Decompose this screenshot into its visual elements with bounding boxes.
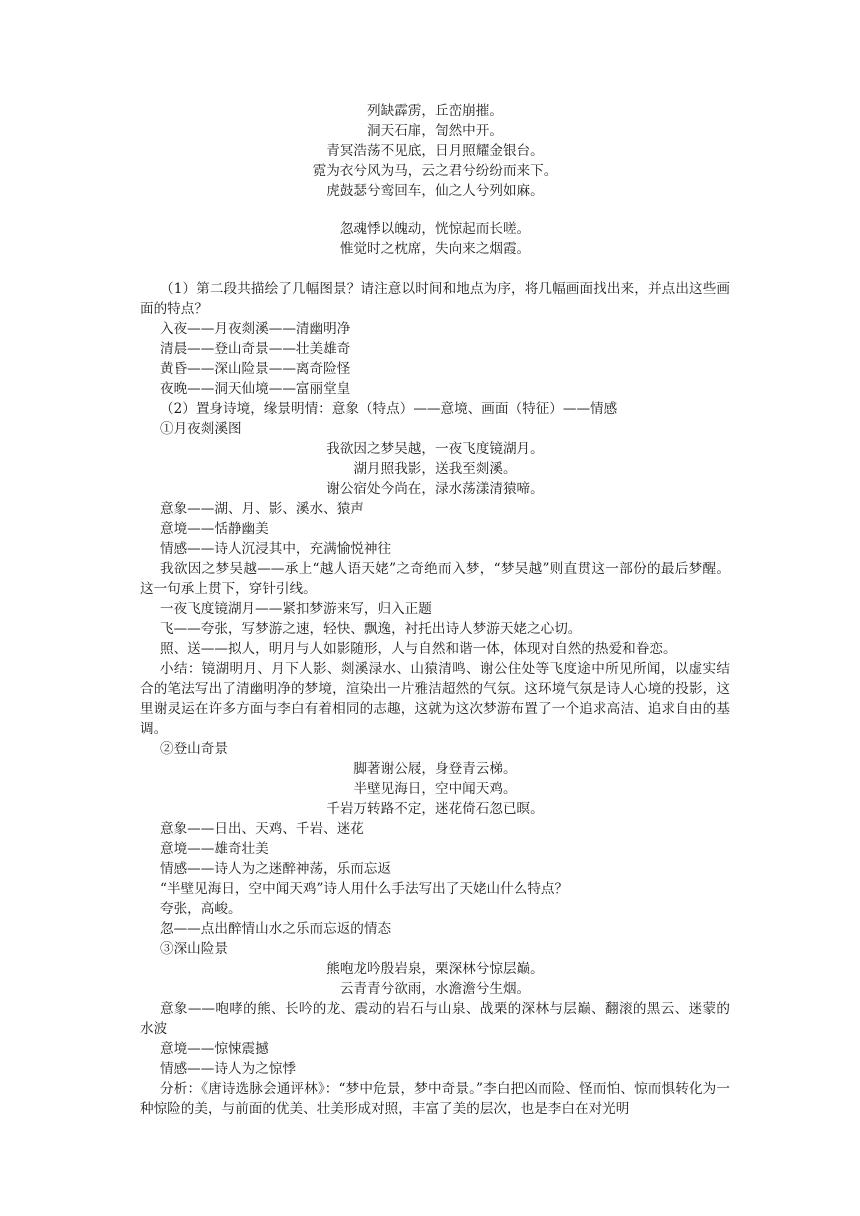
summary-paragraph: 小结：镜湖明月、月下人影、剡溪渌水、山猿清鸣、谢公住处等飞度途中所见所闻，以虚实结合的笔法写出了清幽明净的梦境，渲染出一片雅洁超然的气氛。这环境气氛是诗人心境的投影，这里谢灵运在许多方面与李白有着相同的志趣，这就为这次梦游布置了一个追求高洁、追求自由的基调。 (140, 661, 730, 737)
poem-line: 列缺霹雳，丘峦崩摧。 (367, 103, 503, 119)
answer-line: 夜晚——洞天仙境——富丽堂皇 (160, 381, 351, 397)
note-line: 忽——点出醉情山水之乐而忘返的情态 (160, 921, 392, 937)
paragraph: 照、送——拟人，明月与人如影随形，人与自然和谐一体，体现对自然的热爱和眷恋。 (160, 641, 677, 657)
section-heading: ②登山奇景 (160, 741, 228, 757)
paragraph: 一夜飞度镜湖月——紧扣梦游来写，归入正题 (160, 601, 432, 617)
question-1: （1）第二段共描绘了几幅图景？请注意以时间和地点为序，将几幅画面找出来，并点出这些画面的特点？ (140, 281, 730, 317)
poem-line: 惟觉时之枕席，失向来之烟霞。 (339, 241, 531, 257)
poem-line: 千岩万转路不定，迷花倚石忽已暝。 (326, 801, 544, 817)
poem-line: 虎鼓瑟兮鸾回车，仙之人兮列如麻。 (326, 183, 544, 199)
analysis-line: 意境——惊悚震撼 (160, 1041, 269, 1057)
answer-line: 黄昏——深山险景——离奇险怪 (160, 361, 351, 377)
analysis-line: 情感——诗人为之迷醉神荡，乐而忘返 (160, 861, 392, 877)
analysis-line: 意境——雄奇壮美 (160, 841, 269, 857)
analysis-paragraph: 分析：《唐诗选脉会通评林》：“梦中危景，梦中奇景。”李白把凶而险、怪而怕、惊而惧转化为一种惊险的美，与前面的优美、壮美形成对照，丰富了美的层次，也是李白在对光明 (140, 1081, 730, 1117)
spacer (140, 201, 730, 219)
poem-line: 青冥浩荡不见底，日月照耀金银台。 (326, 143, 544, 159)
analysis-line: 意象——湖、月、影、溪水、猿声 (160, 501, 364, 517)
analysis-line: 意象——日出、天鸡、千岩、迷花 (160, 821, 364, 837)
poem-top (140, 101, 730, 201)
document-body (140, 101, 730, 1119)
answer-line: 夸张，高峻。 (160, 901, 242, 917)
spacer (140, 259, 730, 279)
poem-line: 洞天石扉，訇然中开。 (367, 123, 503, 139)
poem-line: 霓为衣兮风为马，云之君兮纷纷而来下。 (312, 163, 558, 179)
analysis-line: 情感——诗人为之惊悸 (160, 1061, 296, 1077)
paragraph: 我欲因之梦吴越——承上“越人语天姥”之奇绝而入梦，“梦吴越”则直贯这一部份的最后梦醒。这一句承上贯下，穿针引线。 (140, 561, 730, 597)
poem-end (140, 219, 730, 259)
poem-line: 湖月照我影，送我至剡溪。 (353, 461, 517, 477)
answer-line: 入夜——月夜剡溪——清幽明净 (160, 321, 351, 337)
paragraph: 飞——夸张，写梦游之速，轻快、飘逸，衬托出诗人梦游天姥之心切。 (160, 621, 582, 637)
poem-line: 脚著谢公屐，身登青云梯。 (353, 761, 517, 777)
poem-line: 云青青兮欲雨，水澹澹兮生烟。 (339, 981, 531, 997)
section-heading: ③深山险景 (160, 941, 228, 957)
answer-line: 清晨——登山奇景——壮美雄奇 (160, 341, 351, 357)
section-heading: ①月夜剡溪图 (160, 421, 242, 437)
poem-line: 熊咆龙吟殷岩泉，栗深林兮惊层巅。 (326, 961, 544, 977)
poem-line: 谢公宿处今尚在，渌水荡漾清猿啼。 (326, 481, 544, 497)
question-line: “半壁见海日，空中闻天鸡”诗人用什么手法写出了天姥山什么特点？ (160, 881, 569, 897)
poem-line: 半壁见海日，空中闻天鸡。 (353, 781, 517, 797)
question-2: （2）置身诗境，缘景明情：意象（特点）——意境、画面（特征）——情感 (160, 401, 618, 417)
poem-line: 我欲因之梦吴越，一夜飞度镜湖月。 (326, 441, 544, 457)
analysis-line: 情感——诗人沉浸其中，充满愉悦神往 (160, 541, 392, 557)
analysis-line: 意境——恬静幽美 (160, 521, 269, 537)
poem-line: 忽魂悸以魄动，恍惊起而长嗟。 (339, 221, 531, 237)
analysis-line: 意象——咆哮的熊、长吟的龙、震动的岩石与山泉、战栗的深林与层巅、翻滚的黑云、迷蒙的水波 (140, 1001, 730, 1037)
